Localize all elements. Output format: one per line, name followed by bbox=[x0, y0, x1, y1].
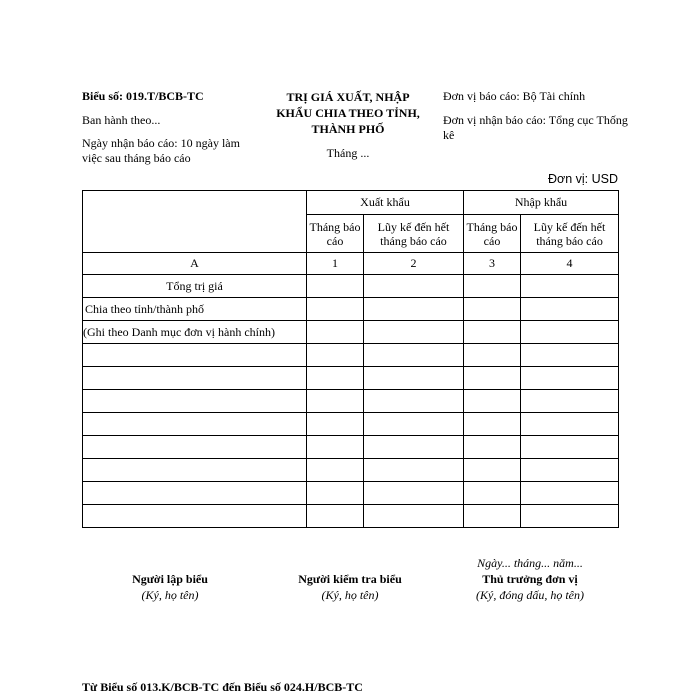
title-line-3: THÀNH PHỐ bbox=[311, 122, 385, 136]
table-row bbox=[83, 367, 619, 390]
table-row bbox=[83, 390, 619, 413]
table-cell bbox=[83, 344, 307, 367]
title-line-2: KHẨU CHIA THEO TỈNH, bbox=[276, 106, 420, 120]
table-cell bbox=[364, 505, 464, 528]
header-import-cumulative: Lũy kế đến hết tháng báo cáo bbox=[521, 215, 619, 253]
row-label-by-province: Chia theo tỉnh/thành phố bbox=[83, 298, 307, 321]
signature-head bbox=[455, 555, 605, 603]
table-cell bbox=[464, 459, 521, 482]
col-index-2: 2 bbox=[364, 253, 464, 275]
table-row bbox=[83, 413, 619, 436]
table-cell bbox=[364, 321, 464, 344]
table-cell bbox=[307, 321, 364, 344]
header-import: Nhập khẩu bbox=[464, 191, 619, 215]
row-label-note: (Ghi theo Danh mục đơn vị hành chính) bbox=[83, 321, 307, 344]
table-cell bbox=[464, 482, 521, 505]
table-cell bbox=[364, 482, 464, 505]
date-line: Ngày... tháng... năm... bbox=[477, 556, 583, 570]
table-cell bbox=[464, 436, 521, 459]
table-cell bbox=[83, 505, 307, 528]
table-cell bbox=[521, 367, 619, 390]
header-blank-cell bbox=[83, 191, 307, 253]
table-cell bbox=[364, 390, 464, 413]
table-cell bbox=[307, 482, 364, 505]
table-cell bbox=[83, 436, 307, 459]
table-row bbox=[83, 436, 619, 459]
report-month: Tháng ... bbox=[326, 146, 370, 160]
table-cell bbox=[521, 413, 619, 436]
table-cell bbox=[521, 275, 619, 298]
table-cell bbox=[464, 505, 521, 528]
table-cell bbox=[521, 459, 619, 482]
title-line-1: TRỊ GIÁ XUẤT, NHẬP bbox=[286, 90, 410, 104]
header-export-month: Tháng báo cáo bbox=[307, 215, 364, 253]
table-cell bbox=[364, 367, 464, 390]
issued-by: Ban hành theo... bbox=[82, 113, 161, 127]
header-export-cumulative: Lũy kế đến hết tháng báo cáo bbox=[364, 215, 464, 253]
form-code: Biểu số: 019.T/BCB-TC bbox=[82, 89, 204, 103]
receiving-unit: Đơn vị nhận báo cáo: Tổng cục Thống kê bbox=[443, 113, 628, 142]
table-cell bbox=[83, 459, 307, 482]
report-table bbox=[82, 190, 619, 528]
head-title: Thủ trưởng đơn vị bbox=[482, 572, 578, 586]
table-row-total bbox=[83, 275, 619, 298]
table-cell bbox=[307, 505, 364, 528]
table-row bbox=[83, 344, 619, 367]
checker-note: (Ký, họ tên) bbox=[321, 588, 379, 602]
header-row-groups bbox=[83, 191, 619, 215]
table-cell bbox=[521, 344, 619, 367]
table-cell bbox=[464, 367, 521, 390]
signature-preparer bbox=[100, 571, 240, 603]
table-cell bbox=[464, 413, 521, 436]
table-cell bbox=[364, 275, 464, 298]
table-cell bbox=[464, 321, 521, 344]
table-cell bbox=[521, 298, 619, 321]
table-cell bbox=[364, 344, 464, 367]
col-index-3: 3 bbox=[464, 253, 521, 275]
table-cell bbox=[364, 436, 464, 459]
col-index-a: A bbox=[83, 253, 307, 275]
head-note: (Ký, đóng dấu, họ tên) bbox=[476, 588, 584, 602]
table-cell bbox=[521, 482, 619, 505]
table-cell bbox=[521, 505, 619, 528]
table-cell bbox=[307, 413, 364, 436]
table-row bbox=[83, 505, 619, 528]
footer-range: Từ Biểu số 013.K/BCB-TC đến Biểu số 024.H/BCB-TC bbox=[82, 680, 363, 694]
table-cell bbox=[521, 390, 619, 413]
table-row bbox=[83, 459, 619, 482]
table-cell bbox=[364, 298, 464, 321]
table-cell bbox=[83, 482, 307, 505]
table-cell bbox=[307, 298, 364, 321]
checker-title: Người kiểm tra biểu bbox=[298, 572, 402, 586]
table-cell bbox=[307, 459, 364, 482]
receive-date: Ngày nhận báo cáo: 10 ngày làm việc sau tháng báo cáo bbox=[82, 136, 240, 165]
table-cell bbox=[307, 367, 364, 390]
table-cell bbox=[464, 390, 521, 413]
table-cell bbox=[364, 459, 464, 482]
table-cell bbox=[307, 390, 364, 413]
table-cell bbox=[307, 436, 364, 459]
column-index-row bbox=[83, 253, 619, 275]
table-cell bbox=[83, 390, 307, 413]
table-row bbox=[83, 482, 619, 505]
preparer-title: Người lập biểu bbox=[132, 572, 208, 586]
signature-checker bbox=[280, 571, 420, 603]
table-row-by-province bbox=[83, 298, 619, 321]
reporting-unit: Đơn vị báo cáo: Bộ Tài chính bbox=[443, 89, 586, 103]
table-cell bbox=[307, 275, 364, 298]
table-cell bbox=[364, 413, 464, 436]
col-index-4: 4 bbox=[521, 253, 619, 275]
table-cell bbox=[307, 344, 364, 367]
table-cell bbox=[521, 436, 619, 459]
table-cell bbox=[521, 321, 619, 344]
table-row-note bbox=[83, 321, 619, 344]
row-label-total: Tổng trị giá bbox=[83, 275, 307, 298]
table-cell bbox=[464, 275, 521, 298]
col-index-1: 1 bbox=[307, 253, 364, 275]
table-cell bbox=[83, 367, 307, 390]
table-cell bbox=[464, 298, 521, 321]
preparer-note: (Ký, họ tên) bbox=[141, 588, 199, 602]
table-cell bbox=[83, 413, 307, 436]
table-cell bbox=[464, 344, 521, 367]
report-title bbox=[262, 89, 434, 137]
currency-unit: Đơn vị: USD bbox=[547, 172, 618, 186]
header-export: Xuất khẩu bbox=[307, 191, 464, 215]
header-import-month: Tháng báo cáo bbox=[464, 215, 521, 253]
